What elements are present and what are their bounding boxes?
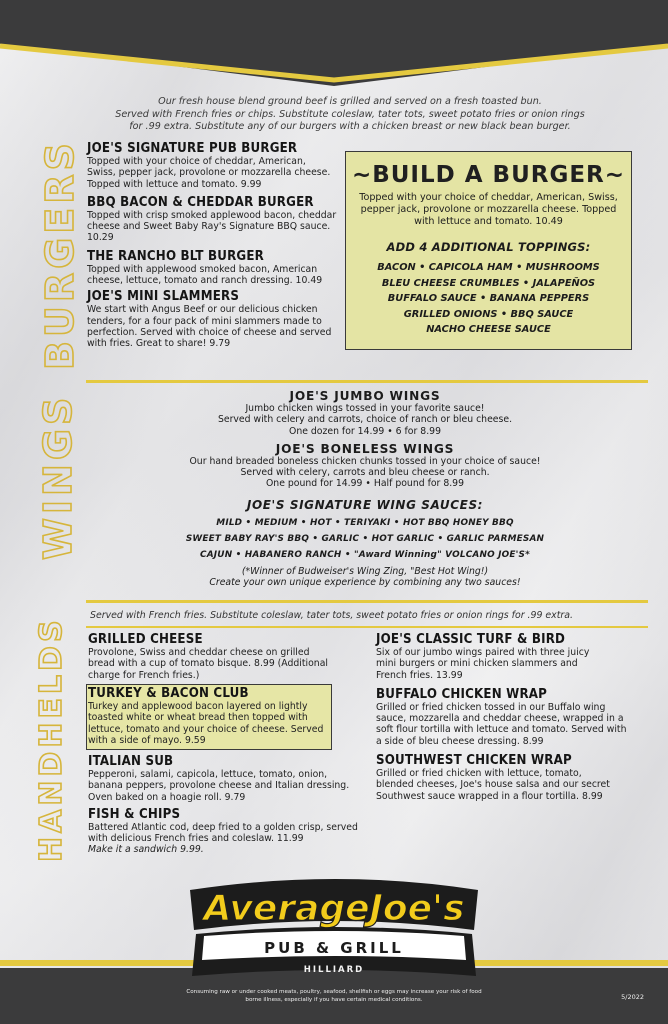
item-price: One pound for 14.99 • Half pound for 8.99 bbox=[265, 478, 465, 490]
toppings-list bbox=[346, 260, 631, 338]
toppings-line: BLEU CHEESE CRUMBLES • JALAPEÑOS bbox=[381, 277, 596, 289]
item-desc: Topped with crisp smoked applewood bacon, cheddar cheese and Sweet Baby Ray's Signature BBQ sauce. 10.29 bbox=[87, 209, 337, 244]
section-title-burgers: BURGERS bbox=[38, 139, 82, 370]
item-name: BBQ BACON & CHEDDAR BURGER bbox=[87, 194, 314, 210]
logo-location-text: HILLIARD bbox=[303, 965, 365, 975]
item-desc: Served with celery and carrots, choice of ranch or bleu cheese. bbox=[217, 414, 513, 426]
sauces-line: SWEET BABY RAY'S BBQ • GARLIC • HOT GARLIC • GARLIC PARMESAN bbox=[185, 533, 545, 544]
menu-date: 5/2022 bbox=[621, 993, 644, 1001]
intro-line: Served with French fries or chips. Substitute coleslaw, tater tots, sweet potato fries or onion rings bbox=[115, 108, 585, 120]
handhelds-left-column bbox=[88, 632, 338, 681]
item-desc: Jumbo chicken wings tossed in your favorite sauce! bbox=[245, 403, 485, 414]
menu-item bbox=[87, 195, 337, 244]
average-joes-logo bbox=[186, 868, 482, 980]
toppings-line: GRILLED ONIONS • BBQ SAUCE bbox=[403, 308, 574, 320]
item-name: JOE'S CLASSIC TURF & BIRD bbox=[376, 632, 566, 647]
sauces-line: MILD • MEDIUM • HOT • TERIYAKI • HOT BBQ HONEY BBQ bbox=[216, 517, 514, 528]
item-desc: Topped with applewood smoked bacon, American cheese, lettuce, tomato and ranch dressing. 10.49 bbox=[87, 263, 323, 287]
logo-brand-text: AverageJoe's bbox=[203, 888, 465, 929]
item-name: SOUTHWEST CHICKEN WRAP bbox=[376, 753, 572, 769]
divider bbox=[86, 600, 648, 603]
health-disclaimer: Consuming raw or under cooked meats, poultry, seafood, shellfish or eggs may increase your risk of food borne illness, especially if you have certain medical conditions. bbox=[186, 989, 482, 1003]
item-desc: Our hand breaded boneless chicken chunks tossed in your choice of sauce! bbox=[189, 455, 541, 467]
item-price: One dozen for 14.99 • 6 for 8.99 bbox=[289, 425, 441, 437]
burger-list bbox=[87, 141, 337, 350]
item-desc: Provolone, Swiss and cheddar cheese on grilled bread with a cup of tomato bisque. 8.99 (Additional charge for French fries.) bbox=[88, 647, 328, 681]
divider bbox=[86, 626, 648, 628]
intro-line: Our fresh house blend ground beef is grilled and served on a fresh toasted bun. bbox=[158, 96, 542, 107]
item-extra: Make it a sandwich 9.99. bbox=[88, 844, 204, 856]
menu-item bbox=[376, 687, 638, 747]
sauces-list bbox=[90, 515, 640, 563]
item-name: GRILLED CHEESE bbox=[88, 632, 203, 647]
top-banner bbox=[0, 0, 668, 86]
sauces-line: CAJUN • HABANERO RANCH • "Award Winning" VOLCANO JOE'S* bbox=[200, 549, 530, 560]
menu-item bbox=[376, 753, 638, 802]
item-desc: Topped with your choice of cheddar, American, Swiss, pepper jack, provolone or mozzarella cheese. Topped with lettuce and tomato. 9.99 bbox=[87, 156, 331, 190]
toppings-line: BUFFALO SAUCE • BANANA PEPPERS bbox=[387, 293, 590, 304]
handhelds-right-column bbox=[376, 632, 638, 802]
item-desc: Grilled or fried chicken with lettuce, tomato, blended cheeses, Joe's house salsa and our secret Southwest sauce wrapped in a flour tortilla. 8.99 bbox=[376, 768, 610, 802]
menu-item bbox=[376, 632, 638, 681]
menu-item bbox=[88, 807, 358, 856]
intro-line: for .99 extra. Substitute any of our burgers with a chicken breast or new black bean burger. bbox=[129, 121, 571, 132]
wings-section bbox=[90, 389, 640, 588]
toppings-line: NACHO CHEESE SAUCE bbox=[426, 324, 551, 335]
item-desc: Served with celery, carrots and bleu cheese or ranch. bbox=[240, 467, 490, 479]
menu-item bbox=[88, 754, 358, 803]
item-name: JOE'S SIGNATURE PUB BURGER bbox=[87, 141, 298, 156]
menu-item bbox=[87, 141, 337, 190]
handhelds-intro: Served with French fries. Substitute coleslaw, tater tots, sweet potato fries or onion rings for .99 extra. bbox=[90, 610, 573, 621]
item-name: ITALIAN SUB bbox=[88, 754, 174, 769]
item-desc: Pepperoni, salami, capicola, lettuce, tomato, onion, banana peppers, provolone cheese and Italian dressing. Oven baked on a hoagie roll. 9.79 bbox=[88, 769, 350, 803]
item-name: FISH & CHIPS bbox=[88, 806, 181, 822]
item-desc: We start with Angus Beef or our delicious chicken tenders, for a four pack of mini slammers made to perfection. Served with choice of cheese and served with fries. Great to share! 9.79 bbox=[87, 304, 332, 350]
item-name: THE RANCHO BLT BURGER bbox=[87, 248, 264, 264]
divider bbox=[86, 380, 648, 383]
burgers-intro bbox=[60, 96, 640, 134]
section-title-wings: WINGS bbox=[36, 393, 80, 560]
menu-item bbox=[88, 632, 338, 681]
item-desc: Turkey and applewood bacon layered on lightly toasted white or wheat bread then topped with lettuce, tomato and your choice of cheese. Served with a side of mayo. 9.59 bbox=[88, 701, 324, 746]
item-name: TURKEY & BACON CLUB bbox=[88, 686, 249, 701]
toppings-line: BACON • CAPICOLA HAM • MUSHROOMS bbox=[377, 262, 600, 273]
build-desc: Topped with your choice of cheddar, American, Swiss, pepper jack, provolone or mozzarella cheese. Topped with lettuce and tomato. 10.49 bbox=[359, 192, 618, 227]
item-name: JOE'S BONELESS WINGS bbox=[275, 441, 455, 456]
sauces-note: (*Winner of Budweiser's Wing Zing, "Best Hot Wing!) bbox=[241, 565, 489, 577]
item-desc: Battered Atlantic cod, deep fried to a golden crisp, served with delicious French fries and coleslaw. 11.99 bbox=[88, 821, 358, 845]
item-name: JOE'S JUMBO WINGS bbox=[289, 389, 441, 403]
menu-item bbox=[87, 249, 337, 287]
logo-sub-text: PUB & GRILL bbox=[264, 939, 404, 957]
section-title-handhelds: HANDHELDS bbox=[34, 616, 69, 862]
item-name: BUFFALO CHICKEN WRAP bbox=[376, 686, 548, 702]
build-title: ~BUILD A BURGER~ bbox=[351, 162, 626, 188]
item-desc: Six of our jumbo wings paired with three juicy mini burgers or mini chicken slammers and French fries. 13.99 bbox=[376, 647, 590, 681]
item-desc: Grilled or fried chicken tossed in our Buffalo wing sauce, mozzarella and cheddar cheese, wrapped in a soft flour tortilla with lettuce and tomato. Served with a side of bleu cheese dressing. 8.99 bbox=[376, 701, 627, 747]
sauces-title: JOE'S SIGNATURE WING SAUCES: bbox=[246, 497, 484, 512]
menu-item bbox=[88, 686, 332, 746]
menu-item bbox=[87, 289, 337, 349]
build-a-burger-box bbox=[345, 151, 632, 350]
item-name: JOE'S MINI SLAMMERS bbox=[87, 289, 240, 305]
sauces-note: Create your own unique experience by combining any two sauces! bbox=[209, 577, 521, 589]
handhelds-left-column-lower bbox=[88, 754, 358, 856]
build-add-title: ADD 4 ADDITIONAL TOPPINGS: bbox=[386, 240, 591, 254]
